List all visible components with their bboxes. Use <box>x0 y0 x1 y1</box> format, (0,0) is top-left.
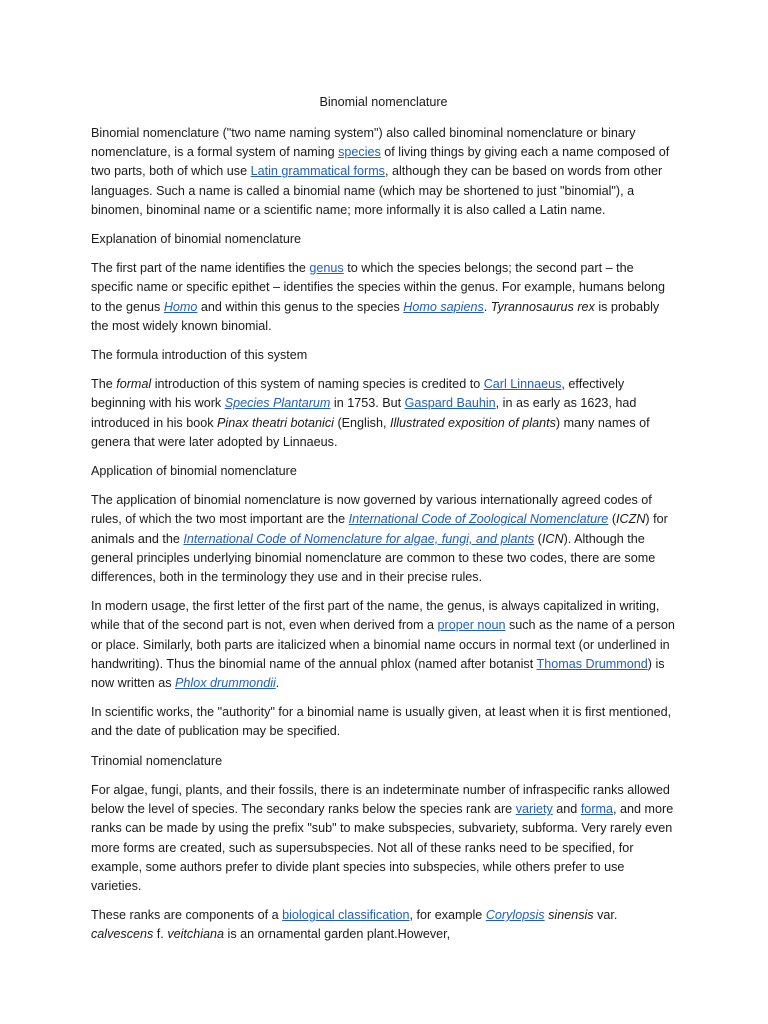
text-span: var. <box>593 908 618 923</box>
text-span: in 1753. But <box>330 396 405 411</box>
text-span: such as the name of a person or place. Similarly, both parts are italicized when a binomial name occurs in normal text (or underlined in handwriting). Thus the binomial name of the annual phlox (named after botanist <box>91 618 675 671</box>
link-species[interactable]: species <box>338 145 381 160</box>
link-iczn[interactable]: International Code of Zoological Nomenclature <box>348 512 609 527</box>
text-span: . <box>275 676 280 691</box>
link-homo-sapiens[interactable]: Homo sapiens <box>403 299 484 314</box>
text-span: , and more ranks can be made by using the prefix "sub" to make subspecies, subvariety, subforma. Very rarely even more forms are created, such as supersubspecies. Not all of these ranks need to be specified, for example, some authors prefer to divide plant species into subspecies, while others prefer to use varieties. <box>91 802 674 893</box>
link-biological-classification[interactable]: biological classification <box>282 908 410 923</box>
paragraph-authority: In scientific works, the "authority" for a binomial name is usually given, at least when it is first mentioned, and the date of publication may be specified. <box>91 705 672 739</box>
italic-pinax: Pinax theatri botanici <box>217 415 334 430</box>
text-span: is an ornamental garden plant.However, <box>224 927 451 942</box>
heading-explanation: Explanation of binomial nomenclature <box>91 232 302 247</box>
heading-formula: The formula introduction of this system <box>91 348 308 363</box>
text-span: For algae, fungi, plants, and their fossils, there is an indeterminate number of infraspecific ranks allowed below the level of species. The secondary ranks below the species rank are <box>91 782 670 817</box>
document-title: Binomial nomenclature <box>319 95 448 109</box>
link-variety[interactable]: variety <box>515 802 553 817</box>
text-span: The application of binomial nomenclature is now governed by various internationally agreed codes of rules, of which the two most important are the <box>91 493 652 527</box>
text-span: These ranks are components of a <box>91 908 283 923</box>
text-span: of living things by giving each a name composed of two parts, both of which use <box>91 145 670 179</box>
text-span: ) for animals and the <box>91 512 668 546</box>
text-span: to which the species belongs; the second part – the specific name or specific epithet – identifies the species within the genus. For example, humans belong to the genus <box>91 261 666 314</box>
text-span: ( <box>534 531 542 546</box>
text-span: ) is now written as <box>91 656 665 691</box>
heading-application: Application of binomial nomenclature <box>91 464 297 479</box>
paragraph-formula <box>91 375 676 452</box>
italic-calvescens: calvescens <box>91 927 154 942</box>
link-phlox-drummondii[interactable]: Phlox drummondii <box>175 676 276 691</box>
text-span: ). Although the general principles underlying binomial nomenclature are common to these two codes, there are some differences, both in the terminology they use and in their precise rules. <box>91 531 656 585</box>
paragraph-intro <box>91 124 676 220</box>
link-proper-noun[interactable]: proper noun <box>437 618 506 633</box>
link-species-plantarum[interactable]: Species Plantarum <box>224 396 331 411</box>
text-span: introduction of this system of naming species is credited to <box>151 377 484 392</box>
paragraph-trinomial <box>91 781 676 896</box>
text-span: , effectively beginning with his work <box>91 377 625 411</box>
link-thomas-drummond[interactable]: Thomas Drummond <box>536 656 648 671</box>
italic-veitchiana: veitchiana <box>167 927 225 942</box>
paragraph-application <box>91 491 676 587</box>
italic-tyrannosaurus-rex: Tyrannosaurus rex <box>490 299 595 314</box>
heading-trinomial: Trinomial nomenclature <box>91 753 223 768</box>
text-span: , for example <box>409 908 486 923</box>
text-span: ) many names of genera that were later adopted by Linnaeus. <box>91 415 650 449</box>
text-span: (English, <box>333 415 390 430</box>
italic-illustrated-exposition: Illustrated exposition of plants <box>389 415 556 430</box>
italic-sinensis: sinensis <box>548 908 594 923</box>
link-genus[interactable]: genus <box>309 261 344 276</box>
text-span: f. <box>153 927 168 942</box>
link-forma[interactable]: forma <box>580 802 614 817</box>
text-span: The <box>91 377 117 392</box>
paragraph-explanation <box>91 259 676 336</box>
text-span: The first part of the name identifies the <box>91 261 310 276</box>
text-span: . <box>483 299 491 314</box>
text-span: Binomial nomenclature ("two name naming system") also called binominal nomenclature or binary nomenclature, is a formal system of naming <box>91 126 636 160</box>
link-carl-linnaeus[interactable]: Carl Linnaeus <box>483 377 562 392</box>
link-gaspard-bauhin[interactable]: Gaspard Bauhin <box>404 396 496 411</box>
text-span: In modern usage, the first letter of the first part of the name, the genus, is always capitalized in writing, while that of the second part is not, even when derived from a <box>91 599 660 633</box>
text-span: , in as early as 1623, had introduced in his book <box>91 396 637 430</box>
text-span: ( <box>608 512 617 527</box>
italic-formal: formal <box>116 377 152 392</box>
link-corylopsis[interactable]: Corylopsis <box>485 908 545 923</box>
link-homo[interactable]: Homo <box>163 299 198 314</box>
text-span: and within this genus to the species <box>197 299 404 314</box>
italic-iczn: ICZN <box>616 512 646 527</box>
text-span: , although they can be based on words from other languages. Such a name is called a binomial name (which may be shortened to just "binomial"), a binomen, binominal name or a scientific name; more informally it is also called a Latin name. <box>91 164 663 217</box>
link-icn[interactable]: International Code of Nomenclature for algae, fungi, and plants <box>183 531 535 546</box>
paragraph-ranks <box>91 906 676 944</box>
text-span: is probably the most widely known binomial. <box>91 299 660 333</box>
link-latin-grammatical-forms[interactable]: Latin grammatical forms <box>250 164 385 179</box>
paragraph-modern-usage <box>91 597 676 693</box>
text-span: and <box>552 802 581 817</box>
italic-icn: ICN <box>541 531 564 546</box>
